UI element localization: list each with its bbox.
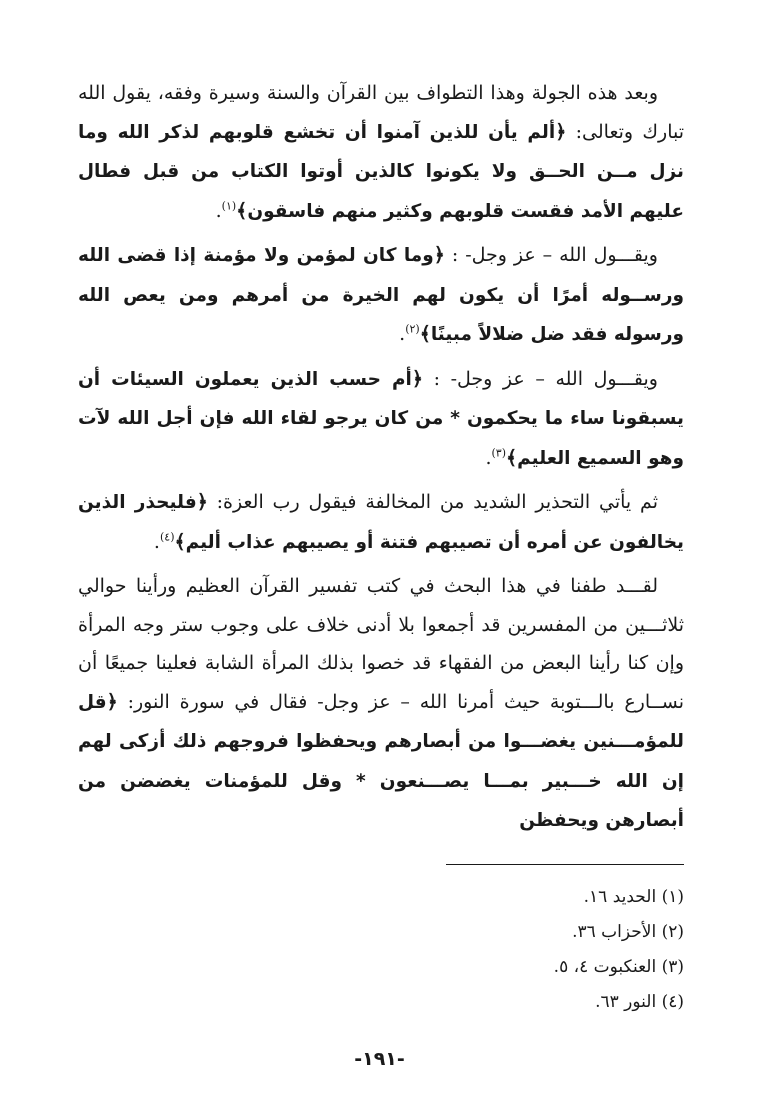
quran-verse: وما كان لمؤمن ولا مؤمنة إذا قضى الله ورســوله أمرًا أن يكون لهم الخيرة من أمرهم ومن يعص الله ورسوله فقد ضل ضلالاً مبينًا bbox=[78, 245, 684, 345]
quran-open-bracket: ﴿ bbox=[106, 690, 118, 713]
quran-open-bracket: ﴿ bbox=[411, 367, 423, 390]
quran-verse: قل للمؤمـــنين يغضـــوا من أبصارهم ويحفظوا فروجهم ذلك أزكى لهم إن الله خـــبير بمـــا يصـــنعون * وقل للمؤمنات يغضضن من أبصارهن ويحفظن bbox=[78, 691, 684, 831]
paragraph-intro: لقـــد طفنا في هذا البحث في كتب تفسير القرآن العظيم ورأينا حوالي ثلاثـــين من المفسرين قد أجمعوا بلا أدنى خلاف على وجوب ستر وجه المرأة وإن كنا رأينا البعض من الفقهاء قد خصوا بذلك المرأة الشابة فعلينا جميعًا أن نســارع بالـــتوبة حيث أمرنا الله – عز وجل- فقال في سورة النور: bbox=[78, 575, 684, 713]
paragraph-1 bbox=[78, 74, 684, 231]
paragraph-5 bbox=[78, 567, 684, 841]
footnote-3: (٣) العنكبوت ٤، ٥. bbox=[553, 957, 684, 977]
footnote-1: (١) الحديد ١٦. bbox=[583, 887, 684, 907]
quran-open-bracket: ﴿ bbox=[196, 491, 208, 513]
paragraph-intro: ثم يأتي التحذير الشديد من المخالفة فيقول رب العزة: bbox=[207, 491, 658, 513]
footnote-ref: (٣) bbox=[491, 446, 506, 460]
sentence-end: . bbox=[153, 530, 160, 553]
sentence-end: . bbox=[399, 323, 406, 345]
footnote-ref: (٢) bbox=[405, 322, 420, 336]
quran-verse: ألم يأن للذين آمنوا أن تخشع قلوبهم لذكر الله وما نزل مــن الحــق ولا يكونوا كالذين أوتوا الكتاب من قبل فطال عليهم الأمد فقست قلوبهم وكثير منهم فاسقون bbox=[78, 121, 684, 222]
footnotes bbox=[78, 880, 684, 1020]
footnote-ref: (٤) bbox=[159, 530, 175, 544]
sentence-end: . bbox=[485, 446, 492, 469]
footnote-4: (٤) النور ٦٣. bbox=[595, 992, 684, 1012]
paragraph-2 bbox=[78, 236, 684, 355]
paragraph-3 bbox=[78, 360, 684, 479]
quran-open-bracket: ﴿ bbox=[555, 120, 567, 143]
footnote-ref: (١) bbox=[221, 199, 237, 213]
quran-close-bracket: ﴾ bbox=[506, 446, 518, 469]
quran-open-bracket: ﴿ bbox=[433, 244, 445, 266]
quran-verse: فليحذر الذين يخالفون عن أمره أن تصيبهم فتنة أو يصيبهم عذاب أليم bbox=[78, 492, 684, 553]
footnote-separator bbox=[446, 864, 684, 865]
page-number: -١٩١- bbox=[354, 1048, 405, 1070]
quran-close-bracket: ﴾ bbox=[236, 199, 248, 222]
quran-verse: أم حسب الذين يعملون السيئات أن يسبقونا ساء ما يحكمون * من كان يرجو لقاء الله فإن أجل الله لآت وهو السميع العليم bbox=[78, 368, 684, 469]
sentence-end: . bbox=[215, 199, 222, 222]
main-text bbox=[78, 74, 684, 846]
paragraph-intro: ويقـــول الله – عز وجل- : bbox=[444, 244, 658, 266]
paragraph-intro: وبعد هذه الجولة وهذا التطواف بين القرآن والسنة وسيرة وفقه، يقول الله تبارك وتعالى: bbox=[78, 82, 684, 143]
paragraph-intro: ويقـــول الله – عز وجل- : bbox=[422, 367, 658, 390]
paragraph-4 bbox=[78, 483, 684, 562]
quran-close-bracket: ﴾ bbox=[174, 530, 186, 553]
quran-close-bracket: ﴾ bbox=[419, 323, 431, 345]
footnote-2: (٢) الأحزاب ٣٦. bbox=[572, 922, 684, 942]
